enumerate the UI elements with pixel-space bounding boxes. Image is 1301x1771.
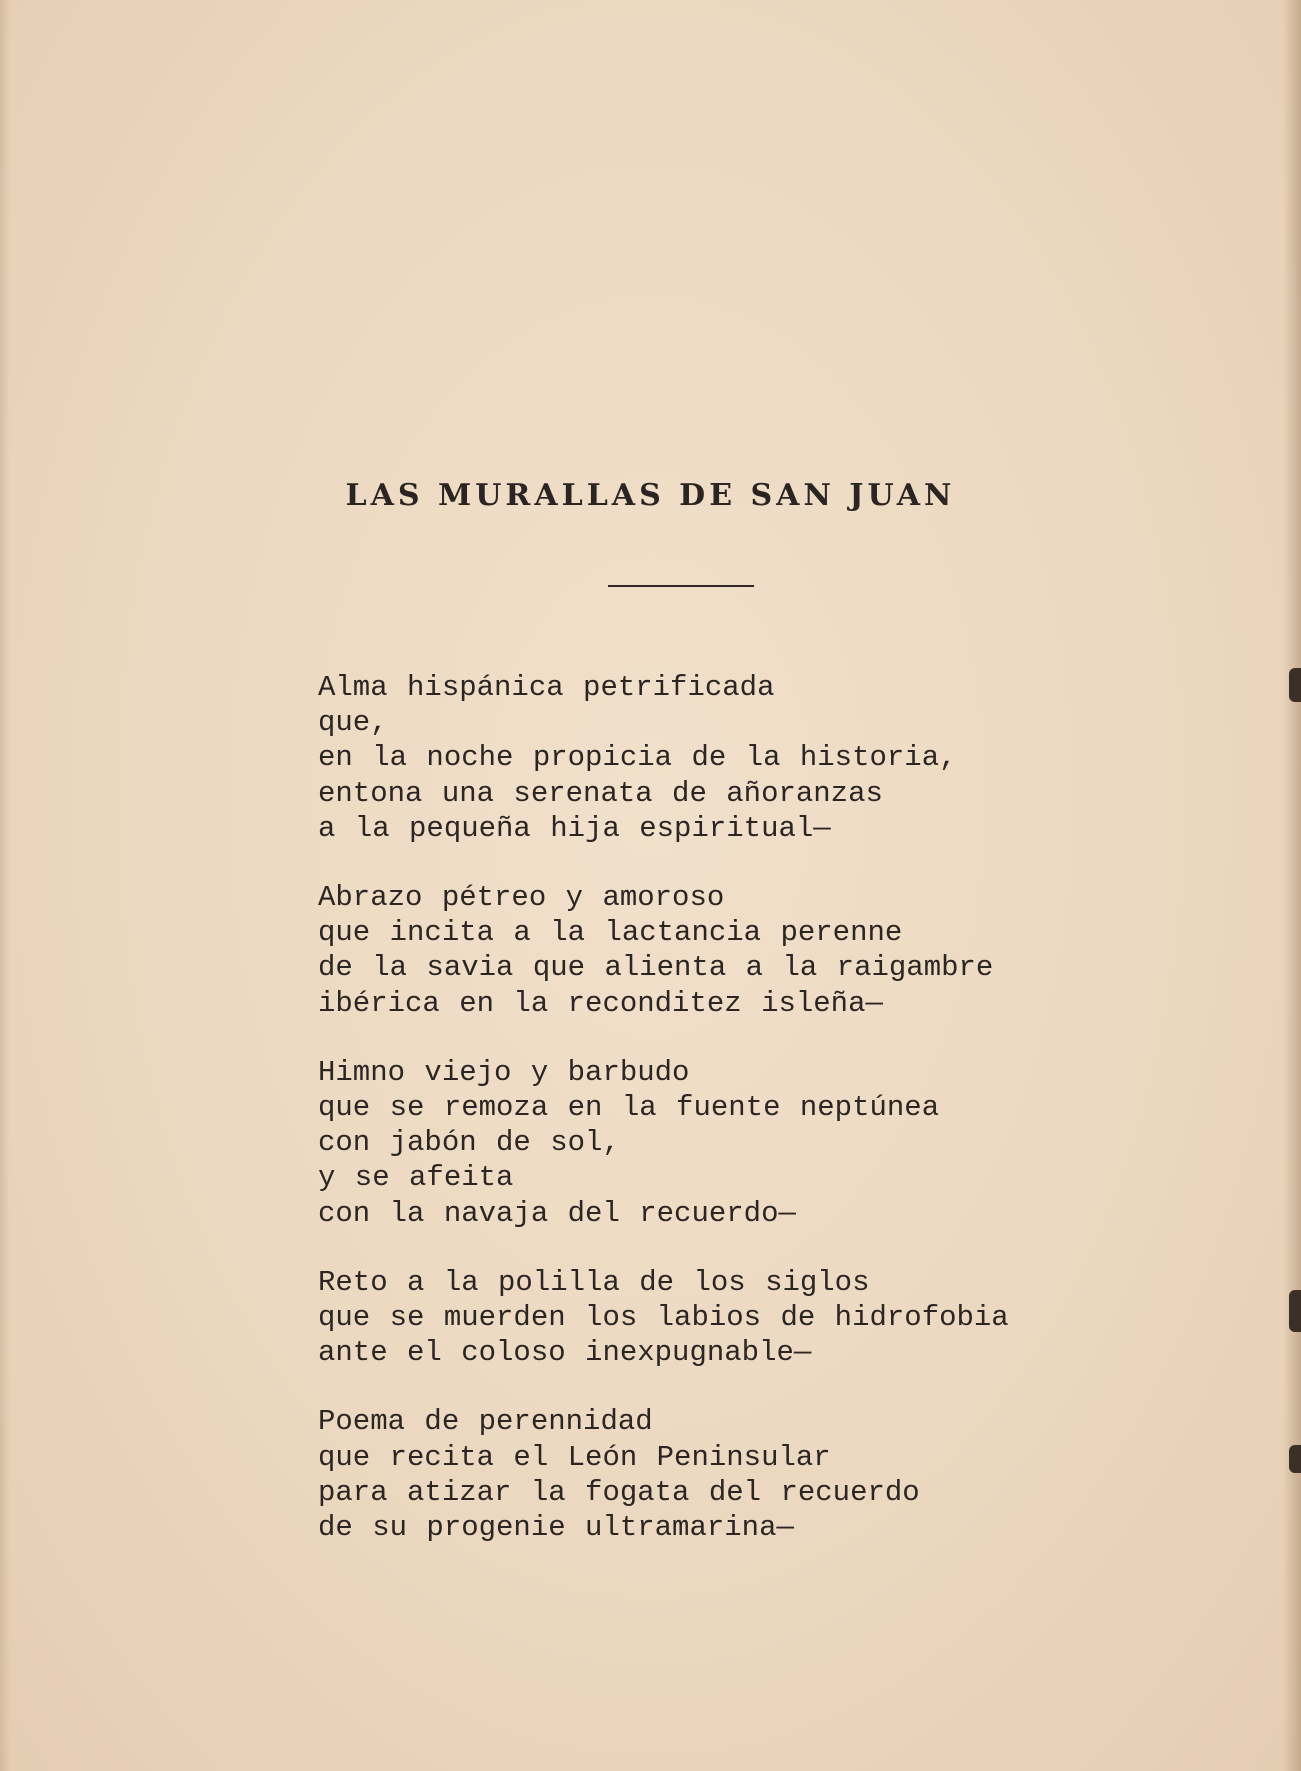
poem-line: y se afeita <box>318 1161 514 1195</box>
poem-title: LAS MURALLAS DE SAN JUAN <box>345 478 956 513</box>
binding-hole <box>1289 1445 1301 1473</box>
poem-body <box>318 670 1218 1579</box>
poem-line: de la savia que alienta a la raigambre <box>318 951 994 985</box>
poem-line: a la pequeña hija espiritual— <box>318 811 831 845</box>
poem-line: que se muerden los labios de hidrofobia <box>318 1301 1009 1335</box>
poem-line: que incita a la lactancia perenne <box>318 916 903 950</box>
stanza <box>318 1404 1218 1545</box>
title-divider <box>608 585 754 587</box>
binding-hole <box>1289 668 1301 702</box>
page-left-shadow <box>0 0 10 1771</box>
page-right-shadow <box>1283 0 1301 1771</box>
poem-line: entona una serenata de añoranzas <box>318 776 883 810</box>
poem-line: en la noche propicia de la historia, <box>318 741 957 775</box>
poem-line: Alma hispánica petrificada <box>318 671 775 704</box>
poem-line: con la navaja del recuerdo— <box>318 1196 796 1230</box>
poem-line: Himno viejo y barbudo <box>318 1055 690 1089</box>
poem-line: Reto a la polilla de los siglos <box>318 1265 870 1299</box>
stanza <box>318 670 1218 846</box>
poem-line: que, <box>318 706 388 740</box>
stanza <box>318 1265 1218 1371</box>
binding-hole <box>1289 1290 1301 1332</box>
poem-line: Poema de perennidad <box>318 1405 653 1439</box>
poem-line: con jabón de sol, <box>318 1126 620 1160</box>
stanza <box>318 1055 1218 1231</box>
poem-line: de su progenie ultramarina— <box>318 1511 794 1545</box>
poem-line: que recita el León Peninsular <box>318 1440 831 1474</box>
poem-line: para atizar la fogata del recuerdo <box>318 1475 920 1509</box>
poem-line: que se remoza en la fuente neptúnea <box>318 1091 940 1125</box>
poem-line: Abrazo pétreo y amoroso <box>318 881 725 915</box>
poem-line: ante el coloso inexpugnable— <box>318 1336 812 1370</box>
stanza <box>318 880 1218 1021</box>
poem-line: ibérica en la reconditez isleña— <box>318 986 883 1020</box>
